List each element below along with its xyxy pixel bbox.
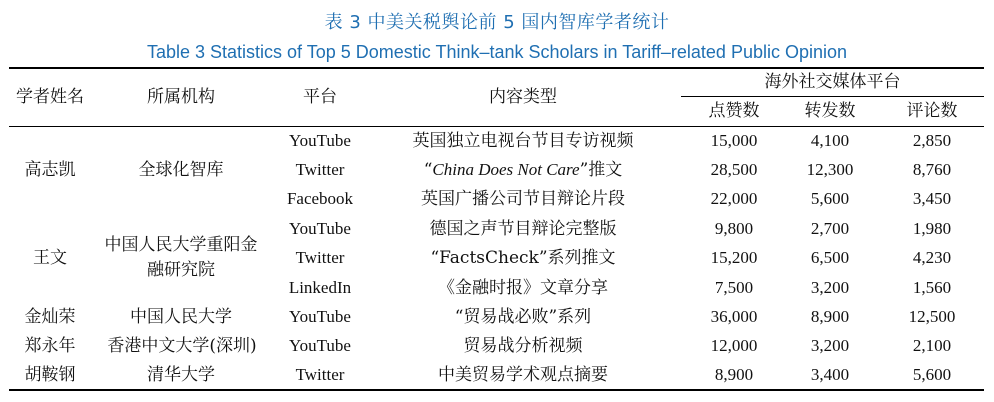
platform-cell: Facebook bbox=[286, 189, 354, 208]
platform-cell: LinkedIn bbox=[288, 278, 352, 297]
platform-cell: YouTube bbox=[289, 307, 351, 326]
platform-cell: Twitter bbox=[295, 160, 345, 179]
table-caption-en: Table 3 Statistics of Top 5 Domestic Think–tank Scholars in Tariff–related Public Opinion bbox=[146, 42, 848, 62]
content-text: 贸易战分析视频 bbox=[463, 336, 583, 356]
scholar-name: 胡鞍钢 bbox=[24, 365, 76, 385]
scholar-name: 王文 bbox=[33, 248, 67, 268]
header-comments: 评论数 bbox=[906, 101, 958, 121]
likes-cell: 15,200 bbox=[710, 248, 758, 267]
content-text: 德国之声节目辩论完整版 bbox=[429, 219, 617, 239]
shares-cell: 4,100 bbox=[810, 131, 850, 150]
content-text: ”推文 bbox=[579, 160, 623, 180]
table-caption-cn: 表 3 中美关税舆论前 5 国内智库学者统计 bbox=[324, 12, 670, 33]
platform-cell: YouTube bbox=[289, 219, 351, 238]
table-row bbox=[0, 278, 994, 298]
shares-cell: 6,500 bbox=[810, 248, 850, 267]
table-row bbox=[0, 189, 994, 209]
content-type-cell bbox=[376, 131, 670, 151]
comments-cell: 5,600 bbox=[912, 365, 952, 384]
institution-name: 中国人民大学重阳金融研究院 bbox=[104, 235, 258, 280]
scholar-name: 郑永年 bbox=[24, 336, 76, 356]
content-type-cell bbox=[376, 248, 670, 268]
table-row bbox=[0, 248, 994, 268]
content-type-cell bbox=[376, 160, 670, 180]
platform-cell: YouTube bbox=[289, 336, 351, 355]
top-rule bbox=[9, 67, 984, 69]
shares-cell: 3,200 bbox=[810, 336, 850, 355]
content-type-cell bbox=[376, 189, 670, 209]
institution-name: 中国人民大学 bbox=[130, 307, 232, 327]
shares-cell: 8,900 bbox=[810, 307, 850, 326]
content-type-cell bbox=[376, 336, 670, 356]
likes-cell: 12,000 bbox=[710, 336, 758, 355]
platform-cell: Twitter bbox=[295, 365, 345, 384]
comments-cell: 1,560 bbox=[912, 278, 952, 297]
header-overseas-media: 海外社交媒体平台 bbox=[764, 72, 901, 92]
header-content-type: 内容类型 bbox=[489, 87, 557, 107]
comments-cell: 4,230 bbox=[912, 248, 952, 267]
institution-name: 清华大学 bbox=[147, 365, 215, 385]
shares-cell: 3,200 bbox=[810, 278, 850, 297]
table-row bbox=[0, 307, 994, 327]
scholar-name: 高志凯 bbox=[24, 160, 76, 180]
content-text: “FactsCheck”系列推文 bbox=[430, 248, 616, 268]
shares-cell: 12,300 bbox=[806, 160, 854, 179]
header-rule bbox=[9, 126, 984, 127]
scholar-name: 金灿荣 bbox=[24, 307, 76, 327]
comments-cell: 8,760 bbox=[912, 160, 952, 179]
likes-cell: 28,500 bbox=[710, 160, 758, 179]
header-shares: 转发数 bbox=[804, 101, 856, 121]
content-text: “贸易战必败”系列 bbox=[454, 307, 592, 327]
content-type-cell bbox=[376, 365, 670, 385]
table-row bbox=[0, 219, 994, 239]
institution-name: 全球化智库 bbox=[138, 160, 224, 180]
subheader-rule bbox=[681, 96, 984, 97]
comments-cell: 1,980 bbox=[912, 219, 952, 238]
platform-cell: Twitter bbox=[295, 248, 345, 267]
shares-cell: 5,600 bbox=[810, 189, 850, 208]
content-text: 英国独立电视台节目专访视频 bbox=[412, 131, 634, 151]
platform-cell: YouTube bbox=[289, 131, 351, 150]
comments-cell: 2,100 bbox=[912, 336, 952, 355]
likes-cell: 9,800 bbox=[714, 219, 754, 238]
likes-cell: 7,500 bbox=[714, 278, 754, 297]
content-type-cell bbox=[376, 278, 670, 298]
header-likes: 点赞数 bbox=[708, 101, 760, 121]
institution-name: 香港中文大学(深圳) bbox=[107, 336, 257, 356]
comments-cell: 2,850 bbox=[912, 131, 952, 150]
content-type-cell bbox=[376, 219, 670, 239]
likes-cell: 36,000 bbox=[710, 307, 758, 326]
content-prefix: “ bbox=[423, 160, 433, 180]
table-row bbox=[0, 160, 994, 180]
table-row bbox=[0, 336, 994, 356]
shares-cell: 3,400 bbox=[810, 365, 850, 384]
content-text: 英国广播公司节目辩论片段 bbox=[421, 189, 625, 209]
content-text: 中美贸易学术观点摘要 bbox=[438, 365, 608, 385]
content-type-cell bbox=[376, 307, 670, 327]
content-text: 《金融时报》文章分享 bbox=[438, 278, 608, 298]
comments-cell: 3,450 bbox=[912, 189, 952, 208]
content-emphasis: China Does Not Care bbox=[432, 160, 580, 179]
shares-cell: 2,700 bbox=[810, 219, 850, 238]
table-row bbox=[0, 365, 994, 385]
comments-cell: 12,500 bbox=[908, 307, 956, 326]
table-row bbox=[0, 131, 994, 151]
likes-cell: 22,000 bbox=[710, 189, 758, 208]
bottom-rule bbox=[9, 389, 984, 391]
header-institution: 所属机构 bbox=[147, 87, 215, 107]
header-scholar: 学者姓名 bbox=[16, 87, 84, 107]
likes-cell: 15,000 bbox=[710, 131, 758, 150]
likes-cell: 8,900 bbox=[714, 365, 754, 384]
header-platform: 平台 bbox=[303, 87, 337, 107]
